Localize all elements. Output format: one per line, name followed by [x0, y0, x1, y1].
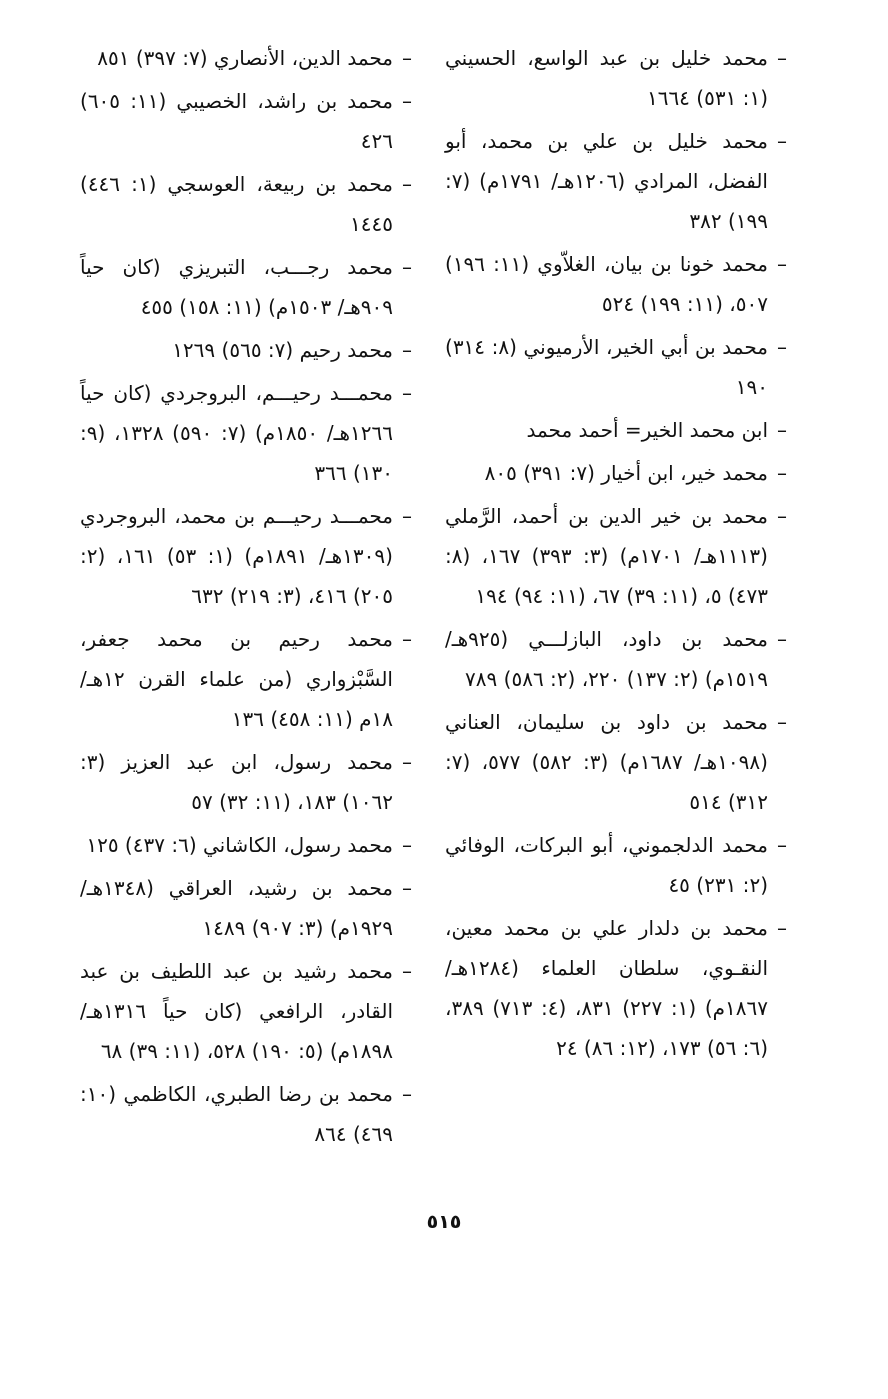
entry-text: محمد رحيم (٧: ٥٦٥) ١٢٦٩: [172, 338, 393, 362]
index-entry: [445, 702, 790, 822]
index-entry: [445, 908, 790, 1068]
entry-text: محمد بن دلدار علي بن محمد معين، النقـوي، سلطان العلماء (١٢٨٤هـ/ ١٨٦٧م) (١: ٢٢٧) ٨٣١، (٤: ٧١٣) ٣٨٩، (٦: ٥٦) ١٧٣، (١٢: ٨٦) ٢٤: [445, 916, 768, 1060]
index-column-left: [80, 38, 415, 1157]
entry-text: محمد بن خير الدين بن أحمد، الرَّملي (١١١٣هـ/ ١٧٠١م) (٣: ٣٩٣) ١٦٧، (٨: ٤٧٣) ٥، (١١: ٣٩) ٦٧، (١١: ٩٤) ١٩٤: [445, 504, 768, 608]
index-entry: [445, 619, 790, 699]
entry-dash: –: [402, 959, 412, 983]
entry-text: محمد بن راشد، الخصيبي (١١: ٦٠٥) ٤٢٦: [80, 89, 393, 153]
index-entry: [445, 410, 790, 450]
entry-dash: –: [777, 627, 787, 651]
index-entry: [80, 742, 415, 822]
entry-text: محمـــد رحيـــم بن محمد، البروجردي (١٣٠٩هـ/ ١٨٩١م) (١: ٥٣) ١٦١، (٢: ٢٠٥) ٤١٦، (٣: ٢١٩) ٦٣٢: [80, 504, 393, 608]
entry-dash: –: [402, 504, 412, 528]
entry-dash: –: [402, 172, 412, 196]
entry-text: محمد الدلجموني، أبو البركات، الوفائي (٢: ٢٣١) ٤٥: [445, 833, 768, 897]
entry-dash: –: [402, 338, 412, 362]
entry-text: محمد رسول، ابن عبد العزيز (٣: ١٠٦٢) ١٨٣، (١١: ٣٢) ٥٧: [80, 750, 393, 814]
entry-text: محمد بن داود، البازلـــي (٩٢٥هـ/ ١٥١٩م) (٢: ١٣٧) ٢٢٠، (٢: ٥٨٦) ٧٨٩: [445, 627, 768, 691]
index-entry: [445, 38, 790, 118]
entry-dash: –: [777, 710, 787, 734]
entry-text: محمد خليل بن علي بن محمد، أبو الفضل، المرادي (١٢٠٦هـ/ ١٧٩١م) (٧: ١٩٩) ٣٨٢: [445, 129, 768, 233]
entry-text: محمد خونا بن بيان، الغلاّوي (١١: ١٩٦) ٥٠٧، (١١: ١٩٩) ٥٢٤: [445, 252, 768, 316]
page-number: ٥١٥: [426, 1211, 462, 1233]
index-entry: [80, 1074, 415, 1154]
index-entry: [80, 330, 415, 370]
index-entry: [80, 619, 415, 739]
entry-text: محمد بن أبي الخير، الأرميوني (٨: ٣١٤) ١٩٠: [445, 335, 768, 399]
entry-dash: –: [777, 252, 787, 276]
index-entry: [445, 825, 790, 905]
entry-dash: –: [402, 833, 412, 857]
entry-text: ابن محمد الخير= أحمد محمد: [526, 418, 768, 442]
entry-dash: –: [777, 833, 787, 857]
entry-dash: –: [777, 461, 787, 485]
entry-text: محمد رسول، الكاشاني (٦: ٤٣٧) ١٢٥: [86, 833, 393, 857]
entry-dash: –: [402, 46, 412, 70]
index-entry: [80, 38, 415, 78]
entry-dash: –: [777, 418, 787, 442]
index-entry: [80, 373, 415, 493]
entry-dash: –: [402, 750, 412, 774]
index-entry: [445, 453, 790, 493]
index-entry: [80, 164, 415, 244]
entry-text: محمد بن رشيد، العراقي (١٣٤٨هـ/ ١٩٢٩م) (٣: ٩٠٧) ١٤٨٩: [80, 876, 393, 940]
entry-text: محمد خير، ابن أخيار (٧: ٣٩١) ٨٠٥: [484, 461, 768, 485]
entry-dash: –: [777, 335, 787, 359]
index-column-right: [445, 38, 790, 1071]
entry-dash: –: [777, 46, 787, 70]
index-entry: [80, 825, 415, 865]
entry-text: محمـــد رحيـــم، البروجردي (كان حياً ١٢٦٦هـ/ ١٨٥٠م) (٧: ٥٩٠) ١٣٢٨، (٩: ١٣٠) ٣٦٦: [80, 381, 393, 485]
entry-dash: –: [777, 129, 787, 153]
index-entry: [80, 868, 415, 948]
index-entry: [445, 121, 790, 241]
entry-text: محمد خليل بن عبد الواسع، الحسيني (١: ٥٣١) ١٦٦٤: [445, 46, 768, 110]
entry-text: محمد الدين، الأنصاري (٧: ٣٩٧) ٨٥١: [97, 46, 393, 70]
entry-dash: –: [402, 89, 412, 113]
entry-text: محمد بن ربيعة، العوسجي (١: ٤٤٦) ١٤٤٥: [80, 172, 393, 236]
index-entry: [80, 81, 415, 161]
entry-text: محمد رشيد بن عبد اللطيف بن عبد القادر، الرافعي (كان حياً ١٣١٦هـ/ ١٨٩٨م) (٥: ١٩٠) ٥٢٨، (١١: ٣٩) ٦٨: [80, 959, 393, 1063]
entry-dash: –: [402, 381, 412, 405]
entry-text: محمد بن داود بن سليمان، العناني (١٠٩٨هـ/ ١٦٨٧م) (٣: ٥٨٢) ٥٧٧، (٧: ٣١٢) ٥١٤: [445, 710, 768, 814]
index-entry: [445, 327, 790, 407]
entry-dash: –: [402, 1082, 412, 1106]
entry-text: محمد بن رضا الطبري، الكاظمي (١٠: ٤٦٩) ٨٦٤: [80, 1082, 393, 1146]
index-entry: [80, 951, 415, 1071]
index-entry: [445, 244, 790, 324]
entry-text: محمد رحيم بن محمد جعفر، السَّبْزواري (من علماء القرن ١٢هـ/ ١٨م (١١: ٤٥٨) ١٣٦: [80, 627, 393, 731]
index-entry: [445, 496, 790, 616]
entry-dash: –: [777, 504, 787, 528]
entry-dash: –: [402, 876, 412, 900]
entry-dash: –: [402, 627, 412, 651]
entry-text: محمد رجـــب، التبريزي (كان حياً ٩٠٩هـ/ ١٥٠٣م) (١١: ١٥٨) ٤٥٥: [80, 255, 393, 319]
entry-dash: –: [402, 255, 412, 279]
index-entry: [80, 247, 415, 327]
index-entry: [80, 496, 415, 616]
entry-dash: –: [777, 916, 787, 940]
